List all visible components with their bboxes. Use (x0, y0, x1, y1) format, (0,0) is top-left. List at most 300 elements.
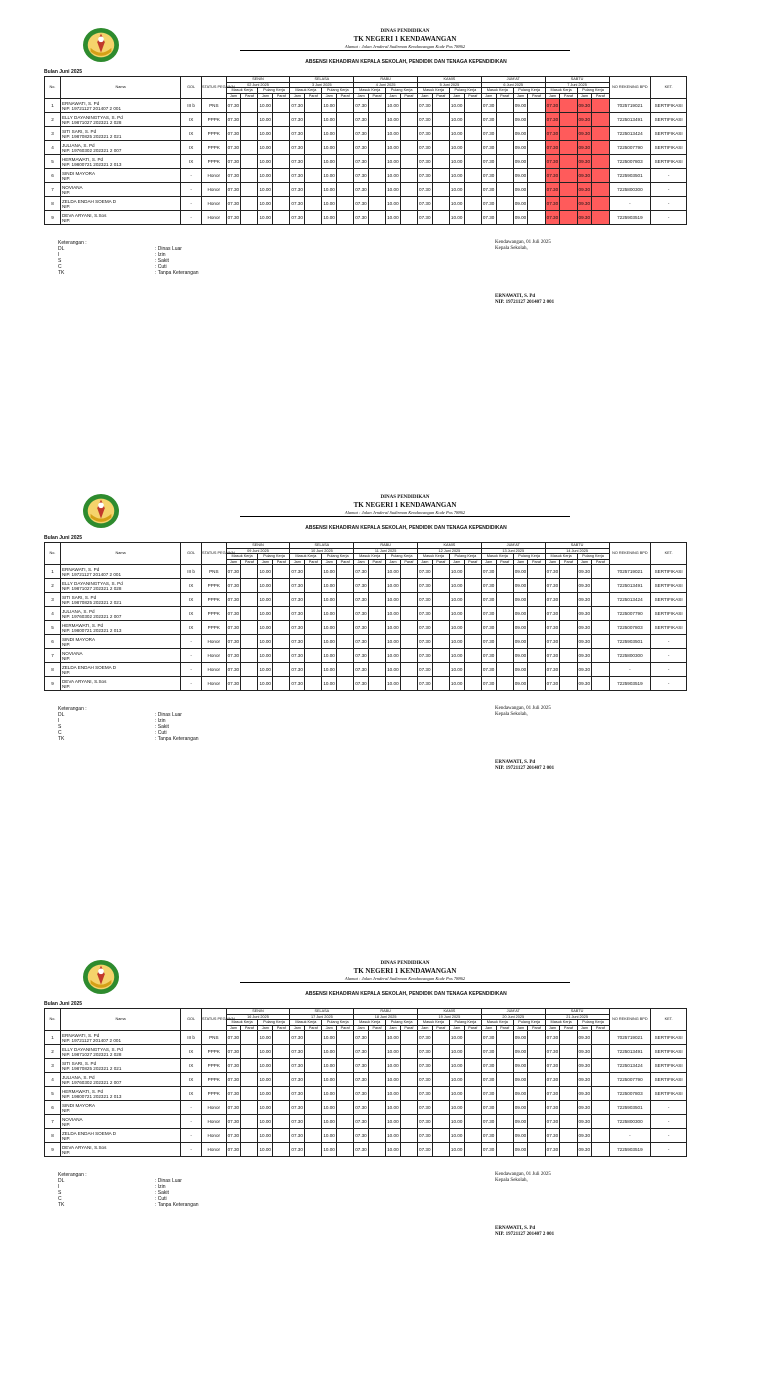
paraf-masuk (368, 635, 385, 649)
jam-pulang: 10.00 (386, 677, 401, 691)
staff-ket: SERTIFIKASI (651, 1073, 687, 1087)
staff-status: Honor (202, 211, 227, 225)
jam-pulang: 10.00 (258, 1129, 273, 1143)
jam-pulang: 10.00 (322, 1087, 337, 1101)
paraf-pulang (273, 1129, 290, 1143)
jam-masuk: 07.30 (226, 197, 241, 211)
pulang-kerja-header: Pulang Kerja (322, 1020, 354, 1026)
staff-name-cell (60, 621, 180, 635)
jam-pulang: 10.00 (322, 1073, 337, 1087)
day-date: 3 Juni 2025 (290, 82, 354, 88)
paraf-header: Paraf (464, 559, 481, 565)
paraf-masuk (368, 565, 385, 579)
paraf-masuk (241, 649, 258, 663)
jam-masuk: 07.30 (354, 663, 369, 677)
staff-rekening: 7225007803 (609, 621, 651, 635)
paraf-pulang (464, 663, 481, 677)
paraf-pulang (528, 677, 545, 691)
staff-status: PPPK (202, 113, 227, 127)
jam-header: Jam (386, 559, 401, 565)
jam-masuk: 07.30 (545, 677, 560, 691)
paraf-pulang (400, 663, 417, 677)
jam-masuk: 07.30 (354, 607, 369, 621)
paraf-pulang (337, 1129, 354, 1143)
paraf-pulang (400, 635, 417, 649)
staff-status: Honor (202, 183, 227, 197)
day-date: 21 Juni 2025 (545, 1014, 609, 1020)
jam-pulang: 10.00 (449, 169, 464, 183)
paraf-pulang (528, 579, 545, 593)
jam-pulang: 10.00 (449, 621, 464, 635)
jam-masuk: 07.30 (226, 621, 241, 635)
paraf-pulang (528, 1073, 545, 1087)
jam-pulang: 10.00 (386, 1087, 401, 1101)
jam-pulang: 09.30 (577, 113, 592, 127)
jam-header: Jam (322, 93, 337, 99)
paraf-pulang (592, 113, 609, 127)
jam-masuk: 07.30 (418, 607, 433, 621)
jam-pulang: 10.00 (386, 635, 401, 649)
jam-masuk: 07.30 (545, 1031, 560, 1045)
staff-nip: NIP. (61, 175, 71, 181)
jam-pulang: 09.30 (577, 565, 592, 579)
jam-pulang: 10.00 (449, 197, 464, 211)
jam-pulang: 10.00 (386, 579, 401, 593)
jam-pulang: 09.00 (513, 183, 528, 197)
paraf-masuk (560, 621, 577, 635)
jam-masuk: 07.30 (545, 113, 560, 127)
staff-gol: - (181, 211, 202, 225)
jam-pulang: 10.00 (258, 677, 273, 691)
jam-masuk: 07.30 (290, 155, 305, 169)
jam-masuk: 07.30 (354, 565, 369, 579)
paraf-pulang (528, 99, 545, 113)
paraf-pulang (337, 141, 354, 155)
paraf-masuk (432, 1031, 449, 1045)
col-ket: KET. (651, 77, 687, 99)
jam-pulang: 10.00 (386, 607, 401, 621)
jam-pulang: 09.00 (513, 1059, 528, 1073)
jam-pulang: 10.00 (258, 141, 273, 155)
table-row (45, 1059, 687, 1073)
col-ket: KET. (651, 543, 687, 565)
jam-masuk: 07.30 (545, 1087, 560, 1101)
paraf-masuk (368, 607, 385, 621)
jam-masuk: 07.30 (290, 169, 305, 183)
paraf-pulang (400, 1059, 417, 1073)
jam-masuk: 07.30 (354, 197, 369, 211)
staff-ket: - (651, 197, 687, 211)
staff-nip: NIP. (61, 1121, 71, 1127)
jam-pulang: 09.00 (513, 155, 528, 169)
paraf-masuk (368, 579, 385, 593)
pulang-kerja-header: Pulang Kerja (449, 554, 481, 560)
paraf-pulang (273, 99, 290, 113)
staff-status: Honor (202, 169, 227, 183)
paraf-pulang (528, 1101, 545, 1115)
paraf-header: Paraf (496, 559, 513, 565)
document-title: ABSENSI KEHADIRAN KEPALA SEKOLAH, PENDIDIK DAN TENAGA KEPENDIDIKAN (305, 525, 507, 531)
staff-gol: - (181, 1101, 202, 1115)
jam-masuk: 07.30 (545, 663, 560, 677)
jam-header: Jam (449, 93, 464, 99)
paraf-masuk (560, 607, 577, 621)
jam-pulang: 10.00 (449, 141, 464, 155)
paraf-pulang (592, 593, 609, 607)
jam-masuk: 07.30 (226, 1087, 241, 1101)
jam-masuk: 07.30 (226, 565, 241, 579)
paraf-masuk (432, 1073, 449, 1087)
jam-masuk: 07.30 (226, 1115, 241, 1129)
signature-name: ERNAWATI, S. Pd (495, 760, 536, 765)
row-no: 1 (45, 99, 61, 113)
paraf-masuk (496, 211, 513, 225)
staff-name-cell (60, 649, 180, 663)
jam-masuk: 07.30 (354, 169, 369, 183)
paraf-masuk (305, 621, 322, 635)
jam-masuk: 07.30 (354, 1031, 369, 1045)
jam-masuk: 07.30 (481, 565, 496, 579)
staff-rekening: 7225903501 (609, 169, 651, 183)
staff-nip: NIP. 19800721 202321 2 013 (61, 161, 122, 167)
paraf-masuk (241, 1073, 258, 1087)
paraf-masuk (368, 1045, 385, 1059)
paraf-pulang (464, 677, 481, 691)
paraf-masuk (305, 635, 322, 649)
paraf-masuk (496, 1087, 513, 1101)
staff-gol: IX (181, 1059, 202, 1073)
school-logo (82, 27, 120, 63)
jam-pulang: 09.30 (577, 1101, 592, 1115)
jam-pulang: 10.00 (449, 1087, 464, 1101)
jam-masuk: 07.30 (481, 579, 496, 593)
signature-place-date: Kendawangan, 01 Juli 2025 (495, 240, 551, 245)
row-no: 2 (45, 113, 61, 127)
jam-masuk: 07.30 (481, 169, 496, 183)
jam-masuk: 07.30 (226, 99, 241, 113)
paraf-pulang (400, 155, 417, 169)
legend-code: I (58, 252, 60, 258)
paraf-pulang (337, 607, 354, 621)
legend-desc: : Cuti (155, 730, 167, 736)
staff-nip: NIP. (61, 217, 71, 223)
paraf-pulang (273, 663, 290, 677)
jam-pulang: 09.00 (513, 127, 528, 141)
paraf-header: Paraf (337, 93, 354, 99)
table-row (45, 663, 687, 677)
paraf-masuk (560, 141, 577, 155)
jam-pulang: 10.00 (449, 607, 464, 621)
letterhead-rule (240, 516, 570, 517)
staff-status: Honor (202, 1129, 227, 1143)
paraf-masuk (368, 197, 385, 211)
paraf-pulang (273, 169, 290, 183)
table-row (45, 183, 687, 197)
paraf-masuk (560, 169, 577, 183)
jam-pulang: 09.00 (513, 99, 528, 113)
jam-pulang: 10.00 (386, 1073, 401, 1087)
table-row (45, 1129, 687, 1143)
jam-masuk: 07.30 (354, 1087, 369, 1101)
paraf-masuk (560, 127, 577, 141)
masuk-kerja-header: Masuk Kerja (290, 554, 322, 560)
paraf-header: Paraf (400, 1025, 417, 1031)
paraf-pulang (528, 113, 545, 127)
jam-masuk: 07.30 (290, 211, 305, 225)
staff-nip: NIP. 19871027 202321 2 028 (61, 585, 122, 591)
paraf-pulang (464, 621, 481, 635)
staff-rekening: 7225800300 (609, 1115, 651, 1129)
legend-code: DL (58, 246, 65, 252)
staff-ket: - (651, 1101, 687, 1115)
jam-pulang: 09.00 (513, 1073, 528, 1087)
day-date: 02 Juni 2025 (226, 82, 290, 88)
jam-header: Jam (481, 93, 496, 99)
paraf-masuk (241, 1143, 258, 1157)
jam-pulang: 10.00 (322, 635, 337, 649)
staff-nip: NIP. 19800721 202321 2 013 (61, 1093, 122, 1099)
paraf-header: Paraf (241, 93, 258, 99)
signature-role: Kepala Sekolah, (495, 712, 528, 717)
staff-rekening: 7225013424 (609, 593, 651, 607)
col-gol: GOL (181, 1009, 202, 1031)
paraf-header: Paraf (528, 1025, 545, 1031)
paraf-masuk (560, 1115, 577, 1129)
jam-masuk: 07.30 (545, 649, 560, 663)
jam-masuk: 07.30 (354, 579, 369, 593)
jam-masuk: 07.30 (545, 1129, 560, 1143)
paraf-masuk (496, 169, 513, 183)
pulang-kerja-header: Pulang Kerja (258, 1020, 290, 1026)
jam-masuk: 07.30 (354, 183, 369, 197)
paraf-masuk (368, 649, 385, 663)
paraf-masuk (305, 197, 322, 211)
pulang-kerja-header: Pulang Kerja (449, 1020, 481, 1026)
jam-pulang: 10.00 (322, 155, 337, 169)
paraf-masuk (560, 1031, 577, 1045)
paraf-masuk (560, 565, 577, 579)
jam-pulang: 10.00 (386, 141, 401, 155)
jam-header: Jam (577, 93, 592, 99)
staff-name: ELLY DAYANINGTYAS, S. Pd (61, 580, 123, 586)
jam-pulang: 09.00 (513, 607, 528, 621)
paraf-header: Paraf (337, 1025, 354, 1031)
paraf-masuk (432, 1045, 449, 1059)
jam-pulang: 10.00 (258, 1143, 273, 1157)
jam-pulang: 09.30 (577, 663, 592, 677)
jam-pulang: 10.00 (386, 1031, 401, 1045)
jam-masuk: 07.30 (481, 99, 496, 113)
day-name: SELASA (290, 77, 354, 83)
legend-desc: : Izin (155, 252, 166, 258)
paraf-masuk (368, 169, 385, 183)
paraf-pulang (400, 1115, 417, 1129)
staff-nip: NIP. (61, 1149, 71, 1155)
paraf-pulang (337, 99, 354, 113)
staff-gol: - (181, 1143, 202, 1157)
paraf-pulang (528, 211, 545, 225)
jam-header: Jam (481, 559, 496, 565)
jam-pulang: 09.00 (513, 565, 528, 579)
paraf-masuk (305, 1045, 322, 1059)
staff-name-cell (60, 141, 180, 155)
staff-nip: NIP. 19871027 202321 2 028 (61, 119, 122, 125)
day-date: 14 Juni 2025 (545, 548, 609, 554)
paraf-pulang (464, 607, 481, 621)
month-label: Bulan Juni 2025 (44, 69, 83, 75)
jam-masuk: 07.30 (354, 635, 369, 649)
paraf-masuk (241, 113, 258, 127)
paraf-masuk (368, 1031, 385, 1045)
jam-pulang: 10.00 (449, 663, 464, 677)
day-date: 6 Juni 2025 (481, 82, 545, 88)
paraf-pulang (400, 1031, 417, 1045)
jam-pulang: 10.00 (322, 99, 337, 113)
paraf-masuk (432, 141, 449, 155)
staff-nip: NIP. (61, 669, 71, 675)
staff-ket: - (651, 635, 687, 649)
paraf-masuk (560, 1045, 577, 1059)
row-no: 4 (45, 1073, 61, 1087)
legend-desc: : Sakit (155, 724, 169, 730)
jam-pulang: 10.00 (258, 593, 273, 607)
paraf-masuk (432, 1129, 449, 1143)
jam-masuk: 07.30 (418, 663, 433, 677)
paraf-masuk (496, 99, 513, 113)
row-no: 3 (45, 593, 61, 607)
paraf-masuk (241, 565, 258, 579)
jam-pulang: 09.00 (513, 197, 528, 211)
paraf-pulang (464, 1115, 481, 1129)
jam-masuk: 07.30 (545, 169, 560, 183)
staff-nip: NIP. 19870825 202321 2 021 (61, 133, 122, 139)
jam-masuk: 07.30 (418, 593, 433, 607)
col-rekening: NO REKENING BPD (609, 77, 651, 99)
jam-masuk: 07.30 (418, 1101, 433, 1115)
jam-masuk: 07.30 (290, 1045, 305, 1059)
paraf-pulang (400, 1143, 417, 1157)
paraf-header: Paraf (464, 93, 481, 99)
jam-pulang: 10.00 (322, 621, 337, 635)
jam-header: Jam (354, 93, 369, 99)
staff-name: NOVIANA (61, 650, 83, 656)
paraf-header: Paraf (241, 559, 258, 565)
paraf-masuk (241, 663, 258, 677)
paraf-masuk (496, 593, 513, 607)
jam-masuk: 07.30 (545, 607, 560, 621)
staff-rekening: 7025719021 (609, 1031, 651, 1045)
paraf-header: Paraf (273, 1025, 290, 1031)
jam-masuk: 07.30 (290, 1129, 305, 1143)
paraf-masuk (432, 197, 449, 211)
day-name: KAMIS (418, 1009, 482, 1015)
masuk-kerja-header: Masuk Kerja (418, 88, 450, 94)
paraf-pulang (464, 1087, 481, 1101)
paraf-masuk (432, 113, 449, 127)
staff-rekening: 7225903501 (609, 1101, 651, 1115)
paraf-pulang (400, 649, 417, 663)
paraf-masuk (432, 677, 449, 691)
paraf-header: Paraf (305, 1025, 322, 1031)
school-address: Alamat : Jalan Jenderal Sudirman Kendawangan Kode Pos 78862 (344, 976, 466, 981)
paraf-masuk (241, 1115, 258, 1129)
staff-status: PPPK (202, 1059, 227, 1073)
paraf-masuk (368, 211, 385, 225)
jam-pulang: 10.00 (449, 155, 464, 169)
jam-masuk: 07.30 (354, 127, 369, 141)
staff-status: Honor (202, 1143, 227, 1157)
paraf-masuk (432, 1087, 449, 1101)
jam-masuk: 07.30 (290, 1115, 305, 1129)
paraf-masuk (305, 141, 322, 155)
jam-pulang: 09.00 (513, 1045, 528, 1059)
staff-status: PPPK (202, 607, 227, 621)
school-logo (82, 959, 120, 995)
paraf-header: Paraf (496, 93, 513, 99)
row-no: 3 (45, 1059, 61, 1073)
jam-pulang: 10.00 (386, 127, 401, 141)
jam-masuk: 07.30 (418, 155, 433, 169)
paraf-pulang (528, 607, 545, 621)
paraf-pulang (528, 649, 545, 663)
paraf-pulang (592, 579, 609, 593)
paraf-pulang (592, 1045, 609, 1059)
paraf-pulang (400, 1101, 417, 1115)
jam-pulang: 09.00 (513, 1031, 528, 1045)
paraf-pulang (273, 141, 290, 155)
table-row (45, 197, 687, 211)
row-no: 2 (45, 579, 61, 593)
paraf-masuk (241, 635, 258, 649)
jam-header: Jam (449, 1025, 464, 1031)
masuk-kerja-header: Masuk Kerja (545, 1020, 577, 1026)
staff-status: PNS (202, 565, 227, 579)
jam-pulang: 10.00 (449, 593, 464, 607)
staff-name-cell (60, 607, 180, 621)
paraf-masuk (305, 127, 322, 141)
paraf-masuk (305, 1115, 322, 1129)
staff-name: ZELDA ENDAH SOEMA D (61, 198, 117, 204)
staff-name-cell (60, 211, 180, 225)
jam-masuk: 07.30 (226, 593, 241, 607)
table-row (45, 113, 687, 127)
paraf-pulang (528, 1129, 545, 1143)
staff-ket: SERTIFIKASI (651, 1031, 687, 1045)
jam-masuk: 07.30 (481, 1129, 496, 1143)
jam-pulang: 10.00 (322, 183, 337, 197)
col-ket: KET. (651, 1009, 687, 1031)
staff-name: ERNAWATI, S. Pd (61, 100, 100, 106)
staff-rekening: - (609, 197, 651, 211)
staff-rekening: 7225013491 (609, 1045, 651, 1059)
jam-pulang: 10.00 (322, 565, 337, 579)
signature-nip: NIP. 19721127 201407 2 001 (495, 766, 555, 771)
table-row (45, 1087, 687, 1101)
legend (58, 1172, 199, 1208)
jam-pulang: 10.00 (386, 1143, 401, 1157)
jam-header: Jam (577, 559, 592, 565)
staff-gol: IX (181, 1045, 202, 1059)
paraf-pulang (273, 155, 290, 169)
staff-gol: - (181, 183, 202, 197)
paraf-pulang (337, 635, 354, 649)
paraf-pulang (464, 1129, 481, 1143)
jam-masuk: 07.30 (226, 113, 241, 127)
staff-gol: IX (181, 1073, 202, 1087)
jam-pulang: 10.00 (386, 99, 401, 113)
staff-gol: - (181, 169, 202, 183)
staff-name: SITI SARI, S. Pd (61, 1060, 97, 1066)
